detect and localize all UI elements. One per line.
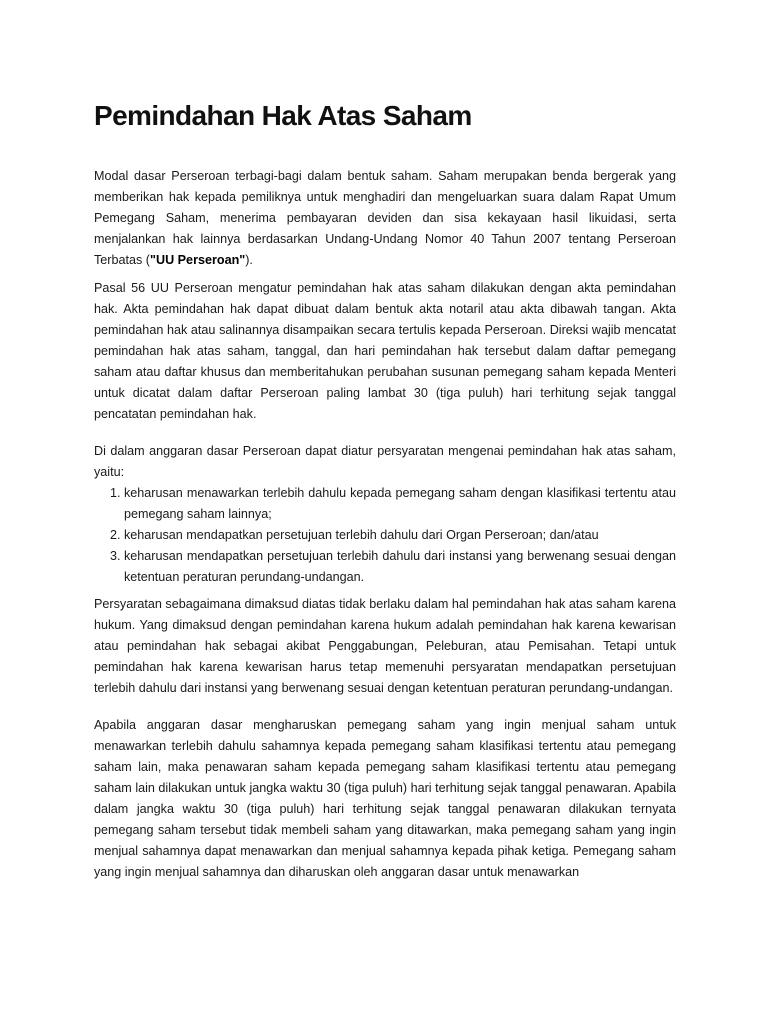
list-item: 1. keharusan menawarkan terlebih dahulu kepada pemegang saham dengan klasifikasi tertentu atau pemegang saham lainnya;	[124, 483, 676, 525]
document-title: Pemindahan Hak Atas Saham	[94, 100, 472, 131]
paragraph-anggaran-dasar: Di dalam anggaran dasar Perseroan dapat diatur persyaratan mengenai pemindahan hak atas saham, yaitu:	[94, 444, 676, 479]
requirements-list	[94, 483, 676, 588]
document-body	[94, 166, 676, 883]
document-page	[94, 96, 676, 883]
paragraph-pasal-56: Pasal 56 UU Perseroan mengatur pemindahan hak atas saham dilakukan dengan akta pemindahan hak. Akta pemindahan hak dapat dibuat dalam bentuk akta notaril atau akta dibawah tangan. Akta pemindahan hak atau salinannya disampaikan secara tertulis kepada Perseroan. Direksi wajib mencatat pemindahan hak atas saham, tanggal, dan hari pemindahan hak tersebut dalam daftar pemegang saham atau daftar khusus dan memberitahukan perubahan susunan pemegang saham kepada Menteri untuk dicatat dalam daftar Perseroan paling lambat 30 (tiga puluh) hari terhitung sejak tanggal pencatatan pemindahan hak.	[94, 281, 676, 421]
uu-perseroan-term: "UU Perseroan"	[150, 253, 246, 267]
list-item: 2. keharusan mendapatkan persetujuan terlebih dahulu dari Organ Perseroan; dan/atau	[124, 525, 676, 546]
paragraph-1-text: Modal dasar Perseroan terbagi-bagi dalam bentuk saham. Saham merupakan benda bergerak yang memberikan hak kepada pemiliknya untuk menghadiri dan mengeluarkan suara dalam Rapat Umum Pemegang Saham, menerima pembayaran deviden dan sisa kekayaan hasil likuidasi, serta menjalankan hak lainnya berdasarkan Undang-Undang Nomor 40 Tahun 2007 tentang Perseroan Terbatas (	[94, 169, 676, 267]
paragraph-modal-dasar	[94, 166, 676, 271]
list-item: 3. keharusan mendapatkan persetujuan terlebih dahulu dari instansi yang berwenang sesuai dengan ketentuan peraturan perundang-undangan.	[124, 546, 676, 588]
paragraph-apabila: Apabila anggaran dasar mengharuskan pemegang saham yang ingin menjual saham untuk menawarkan terlebih dahulu sahamnya kepada pemegang saham klasifikasi tertentu atau pemegang saham lain, maka penawaran saham kepada pemegang saham klasifikasi tertentu atau pemegang saham lain dilakukan untuk jangka waktu 30 (tiga puluh) hari terhitung sejak tanggal penawaran. Apabila dalam jangka waktu 30 (tiga puluh) hari terhitung sejak tanggal penawaran dilakukan ternyata pemegang saham tersebut tidak membeli saham yang ditawarkan, maka pemegang saham yang ingin menjual sahamnya dapat menawarkan dan menjual sahamnya kepada pihak ketiga. Pemegang saham yang ingin menjual sahamnya dan diharuskan oleh anggaran dasar untuk menawarkan	[94, 718, 676, 879]
paragraph-persyaratan: Persyaratan sebagaimana dimaksud diatas tidak berlaku dalam hal pemindahan hak atas saham karena hukum. Yang dimaksud dengan pemindahan karena hukum adalah pemindahan hak karena kewarisan atau pemindahan hak sebagai akibat Penggabungan, Peleburan, atau Pemisahan. Tetapi untuk pemindahan hak karena kewarisan harus tetap memenuhi persyaratan mendapatkan persetujuan terlebih dahulu dari instansi yang berwenang sesuai dengan ketentuan peraturan perundang-undangan.	[94, 597, 676, 695]
paragraph-1-end: ).	[245, 253, 253, 267]
